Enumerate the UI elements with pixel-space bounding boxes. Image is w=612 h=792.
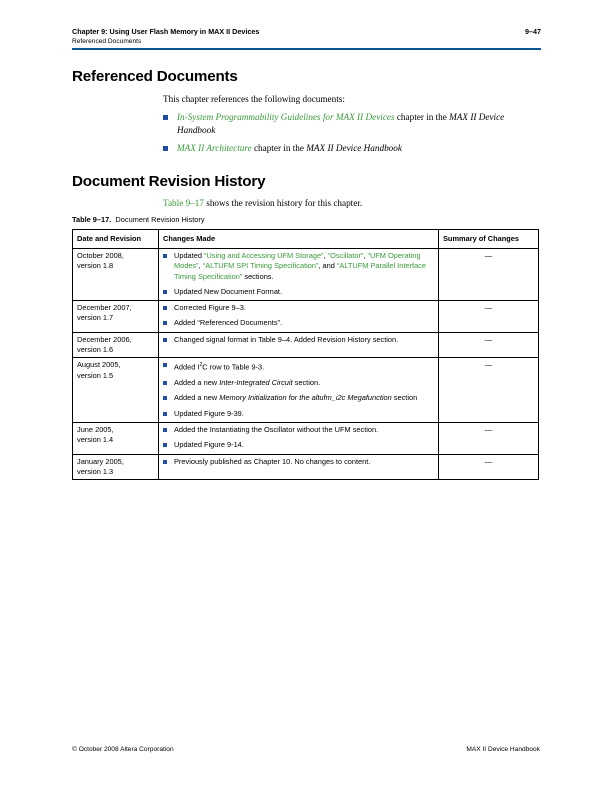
bullet-icon [163, 412, 167, 416]
section-link[interactable]: “Oscillator” [327, 251, 364, 260]
change-item: Added $I^2C$ row to Table 9-3. [163, 360, 434, 373]
table-row [73, 358, 539, 423]
changes-cell [159, 301, 439, 333]
change-item: Previously published as Chapter 10. No changes to content. [163, 457, 434, 467]
revision-history-intro: Table 9–17 shows the revision history for this chapter. [163, 198, 363, 208]
footer-copyright: © October 2008 Altera Corporation [72, 746, 174, 753]
referenced-document-item: In-System Programmability Guidelines for MAX II Devices chapter in the MAX II Device Handbook [163, 111, 533, 137]
summary-cell: — [439, 332, 539, 358]
bullet-icon [163, 428, 167, 432]
bullet-icon [163, 338, 167, 342]
referenced-document-item: MAX II Architecture chapter in the MAX II Device Handbook [163, 142, 533, 155]
change-item: Corrected Figure 9–3. [163, 303, 434, 313]
table-row [73, 332, 539, 358]
table-row [73, 249, 539, 301]
bullet-icon [163, 443, 167, 447]
summary-cell: — [439, 454, 539, 480]
bullet-icon [163, 306, 167, 310]
header-rule [72, 48, 541, 50]
column-header-summary: Summary of Changes [439, 230, 539, 249]
changes-cell [159, 249, 439, 301]
changes-cell [159, 358, 439, 423]
revision-history-table [72, 229, 539, 480]
section-link[interactable]: “Using and Accessing UFM Storage” [204, 251, 324, 260]
referenced-documents-heading: Referenced Documents [72, 68, 238, 85]
document-link-isp-guidelines[interactable]: In-System Programmability Guidelines for MAX II Devices [177, 112, 395, 122]
changes-cell [159, 332, 439, 358]
bullet-icon [163, 321, 167, 325]
change-item: Changed signal format in Table 9–4. Added Revision History section. [163, 335, 434, 345]
date-cell: December 2006, version 1.6 [73, 332, 159, 358]
bullet-icon [163, 115, 168, 120]
change-item: Updated Figure 9-14. [163, 440, 434, 450]
header-page-number: 9–47 [525, 27, 541, 36]
summary-cell: — [439, 423, 539, 455]
handbook-title: MAX II Device Handbook [177, 112, 505, 135]
date-cell: June 2005, version 1.4 [73, 423, 159, 455]
revision-history-heading: Document Revision History [72, 173, 266, 190]
change-item: Updated Figure 9-39. [163, 409, 434, 419]
summary-cell: — [439, 301, 539, 333]
change-item: Updated “Using and Accessing UFM Storage”, “Oscillator”, “UFM Operating Modes”, “ALTUFM SPI Timing Specification”, and “ALTUFM Parallel Interface Timing Specification” sections. [163, 251, 434, 282]
bullet-icon [163, 146, 168, 151]
section-link[interactable]: “ALTUFM SPI Timing Specification” [202, 261, 319, 271]
header-chapter-title: Chapter 9: Using User Flash Memory in MAX II Devices [72, 27, 260, 36]
bullet-icon [163, 381, 167, 385]
date-cell: August 2005, version 1.5 [73, 358, 159, 423]
table-row [73, 423, 539, 455]
document-link-max-ii-architecture[interactable]: MAX II Architecture [177, 143, 252, 153]
header-section-title: Referenced Documents [72, 38, 142, 45]
table-title: Document Revision History [115, 215, 205, 224]
table-reference-link[interactable]: Table 9–17 [163, 198, 204, 208]
change-item: Added a new Memory Initialization for the altufm_i2c Megafunction section [163, 393, 434, 403]
bullet-icon [163, 396, 167, 400]
changes-cell [159, 454, 439, 480]
column-header-changes: Changes Made [159, 230, 439, 249]
bullet-icon [163, 363, 167, 367]
change-item: Added “Referenced Documents”. [163, 318, 434, 328]
column-header-date: Date and Revision [73, 230, 159, 249]
section-link[interactable]: “ALTUFM Parallel Interface Timing Specification” [174, 261, 426, 281]
table-row [73, 301, 539, 333]
section-link[interactable]: “UFM Operating Modes” [174, 251, 421, 271]
change-item: Updated New Document Format. [163, 287, 434, 297]
date-cell: October 2008, version 1.8 [73, 249, 159, 301]
referenced-documents-intro: This chapter references the following documents: [163, 94, 345, 104]
date-cell: January 2005, version 1.3 [73, 454, 159, 480]
date-cell: December 2007, version 1.7 [73, 301, 159, 333]
changes-cell [159, 423, 439, 455]
handbook-title: MAX II Device Handbook [306, 143, 402, 153]
change-item: Added a new Inter-Integrated Circuit section. [163, 378, 434, 388]
running-header [72, 27, 541, 45]
bullet-icon [163, 290, 167, 294]
table-row [73, 454, 539, 480]
change-item: Added the Instantiating the Oscillator without the UFM section. [163, 425, 434, 435]
table-header-row [73, 230, 539, 249]
table-caption [72, 215, 205, 224]
table-label: Table 9–17. [72, 215, 112, 224]
bullet-icon [163, 460, 167, 464]
summary-cell: — [439, 249, 539, 301]
bullet-icon [163, 254, 167, 258]
footer-handbook-title: MAX II Device Handbook [466, 746, 540, 753]
summary-cell: — [439, 358, 539, 423]
